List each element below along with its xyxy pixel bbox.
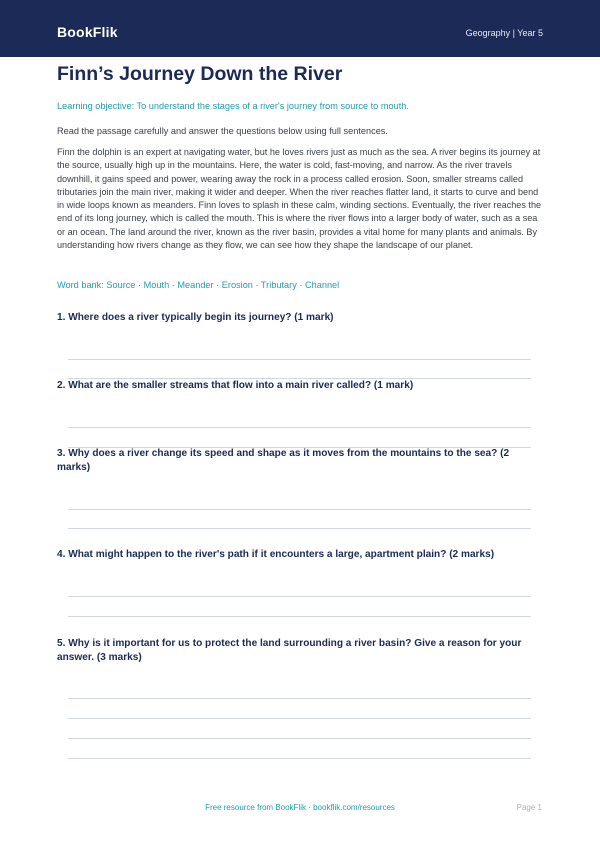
brand-logo[interactable]: BookFlik [57, 24, 118, 40]
question-3: 3. Why does a river change its speed and shape as it moves from the mountains to the sea? (2 marks) [57, 448, 510, 473]
answer-line[interactable] [68, 698, 531, 699]
answer-line[interactable] [68, 359, 531, 360]
footer-link[interactable]: Free resource from BookFlik · bookflik.com/resources [205, 803, 395, 812]
page-number: Page 1 [516, 803, 542, 812]
header-bar [0, 0, 600, 57]
word-bank: Word bank: Source · Mouth · Meander · Erosion · Tributary · Channel [57, 280, 340, 290]
reading-passage: Finn the dolphin is an expert at navigating water, but he loves rivers just as much as the sea. A river begins its journey at the source, usually high up in the mountains. Here, the water is cold, fast-moving, and narrow. As the river travels downhill, it gains speed and power, wearing away the rock in a process called erosion. Soon, smaller streams called tributaries join the main river, making it wider and deeper. When the river reaches flatter land, it starts to curve and bend in wide loops known as meanders. Finn loves to splash in these calm, winding sections. Eventually, the river reaches the end of its long journey, which is called the mouth. This is where the river flows into a larger body of water, such as a sea or an ocean. The land around the river, known as the river basin, provides a vital home for many plants and animals. By understanding how rivers change as they flow, we can see how they shape the landscape of our planet. [57, 147, 542, 251]
question-4: 4. What might happen to the river's path if it encounters a large, apartment plain? (2 marks) [57, 549, 495, 560]
page-title: Finn’s Journey Down the River [57, 63, 343, 85]
question-2: 2. What are the smaller streams that flow into a main river called? (1 mark) [57, 380, 414, 391]
answer-line[interactable] [68, 427, 531, 428]
learning-objective: Learning objective: To understand the stages of a river's journey from source to mouth. [57, 101, 409, 111]
answer-line[interactable] [68, 738, 531, 739]
question-1: 1. Where does a river typically begin its journey? (1 mark) [57, 312, 334, 323]
answer-line[interactable] [68, 758, 531, 759]
subject-label: Geography | Year 5 [465, 28, 543, 38]
answer-line[interactable] [68, 718, 531, 719]
question-5: 5. Why is it important for us to protect the land surrounding a river basin? Give a reason for your answer. (3 marks) [57, 638, 522, 663]
instructions: Read the passage carefully and answer the questions below using full sentences. [57, 126, 388, 136]
answer-line[interactable] [68, 616, 531, 617]
answer-line[interactable] [68, 509, 531, 510]
answer-line[interactable] [68, 596, 531, 597]
answer-line[interactable] [68, 528, 531, 529]
